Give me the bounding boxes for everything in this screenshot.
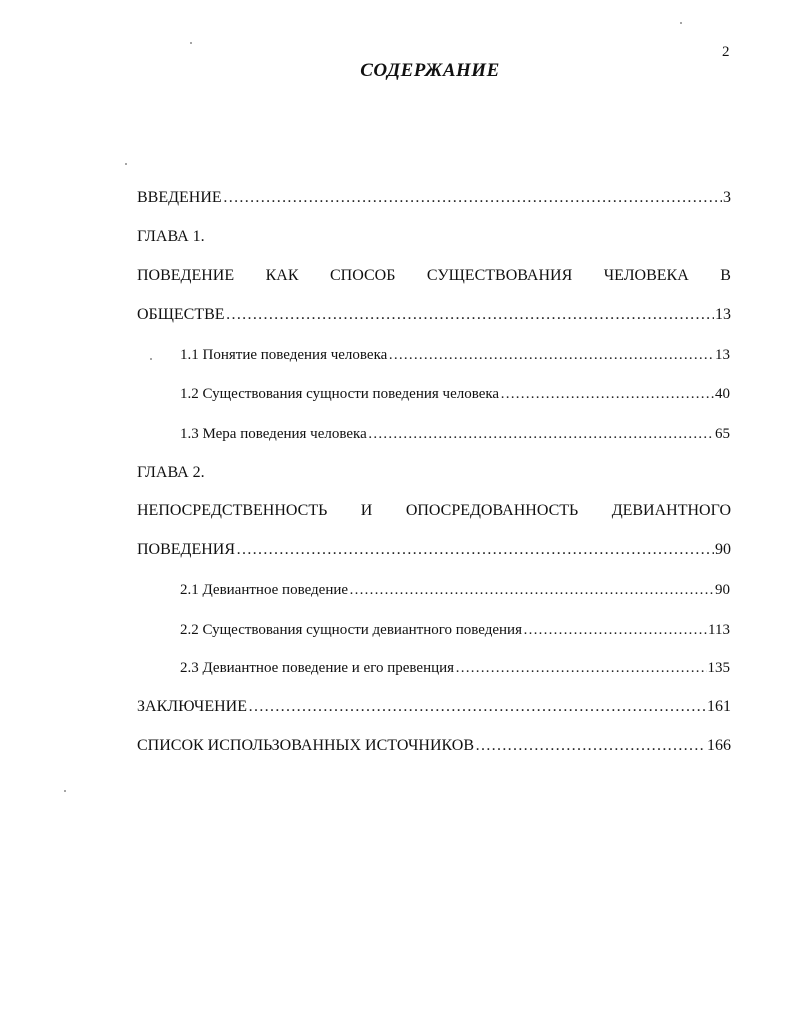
toc-entry-label: 2.1 Девиантное поведение — [180, 582, 349, 598]
toc-entry-label: 2.3 Девиантное поведение и его превенция — [180, 660, 455, 676]
toc-entry-section-1-1[interactable] — [180, 345, 730, 365]
scan-speck — [125, 163, 127, 165]
toc-entry-intro[interactable] — [137, 188, 731, 208]
chapter-2-title-line1 — [137, 501, 731, 521]
toc-entry-section-2-3[interactable] — [180, 658, 730, 678]
title-word: СПОСОБ — [330, 267, 396, 284]
toc-entry-page: 40 — [715, 386, 730, 402]
toc-entry-page: 13 — [715, 347, 730, 363]
chapter-1-title-line1 — [137, 266, 731, 286]
dot-leader — [388, 345, 714, 365]
title-word: КАК — [265, 267, 299, 284]
toc-entry-page: 113 — [708, 622, 730, 638]
toc-entry-section-1-3[interactable] — [180, 424, 730, 444]
document-title: СОДЕРЖАНИЕ — [360, 60, 500, 81]
toc-entry-page: 90 — [715, 541, 731, 558]
toc-entry-page: 90 — [715, 582, 730, 598]
title-word: И — [360, 502, 373, 519]
title-word: В — [720, 267, 731, 284]
toc-entry-chapter-1[interactable] — [137, 305, 731, 325]
toc-entry-label: 2.2 Существования сущности девиантного поведения — [180, 622, 522, 638]
dot-leader — [523, 620, 707, 640]
toc-entry-chapter-2[interactable] — [137, 540, 731, 560]
toc-entry-page: 166 — [707, 737, 731, 754]
title-word: ДЕВИАНТНОГО — [611, 502, 731, 519]
toc-entry-page: 135 — [707, 660, 730, 676]
toc-entry-page: 65 — [715, 426, 730, 442]
dot-leader — [500, 384, 714, 404]
toc-entry-section-1-2[interactable] — [180, 384, 730, 404]
page-number: 2 — [722, 44, 730, 60]
title-word: ПОВЕДЕНИЕ — [137, 267, 235, 284]
dot-leader — [368, 424, 714, 444]
dot-leader — [455, 658, 706, 678]
toc-entry-label: ВВЕДЕНИЕ — [137, 189, 222, 206]
chapter-1-heading: ГЛАВА 1. — [137, 228, 205, 245]
toc-entry-section-2-1[interactable] — [180, 580, 730, 600]
dot-leader — [349, 580, 714, 600]
toc-entry-section-2-2[interactable] — [180, 620, 730, 640]
title-word: СУЩЕСТВОВАНИЯ — [426, 267, 573, 284]
dot-leader — [248, 697, 706, 717]
scan-speck — [64, 790, 66, 792]
title-word: ЧЕЛОВЕКА — [603, 267, 689, 284]
toc-entry-references[interactable] — [137, 736, 731, 756]
dot-leader — [223, 188, 722, 208]
toc-entry-label: 1.3 Мера поведения человека — [180, 426, 367, 442]
scan-speck — [680, 22, 682, 24]
toc-entry-label: ОБЩЕСТВЕ — [137, 306, 225, 323]
dot-leader — [475, 736, 706, 756]
toc-entry-label: ЗАКЛЮЧЕНИЕ — [137, 698, 247, 715]
toc-entry-label: ПОВЕДЕНИЯ — [137, 541, 236, 558]
title-word: ОПОСРЕДОВАННОСТЬ — [405, 502, 579, 519]
dot-leader — [236, 540, 714, 560]
toc-entry-page: 161 — [707, 698, 731, 715]
scan-speck — [150, 358, 152, 360]
scan-speck — [190, 42, 192, 44]
toc-entry-conclusion[interactable] — [137, 697, 731, 717]
toc-entry-label: 1.2 Существования сущности поведения человека — [180, 386, 500, 402]
title-word: НЕПОСРЕДСТВЕННОСТЬ — [137, 502, 328, 519]
chapter-2-heading: ГЛАВА 2. — [137, 464, 205, 481]
toc-entry-page: 13 — [715, 306, 731, 323]
toc-entry-label: 1.1 Понятие поведения человека — [180, 347, 388, 363]
dot-leader — [226, 305, 714, 325]
toc-entry-page: 3 — [723, 189, 731, 206]
toc-entry-label: СПИСОК ИСПОЛЬЗОВАННЫХ ИСТОЧНИКОВ — [137, 737, 475, 754]
